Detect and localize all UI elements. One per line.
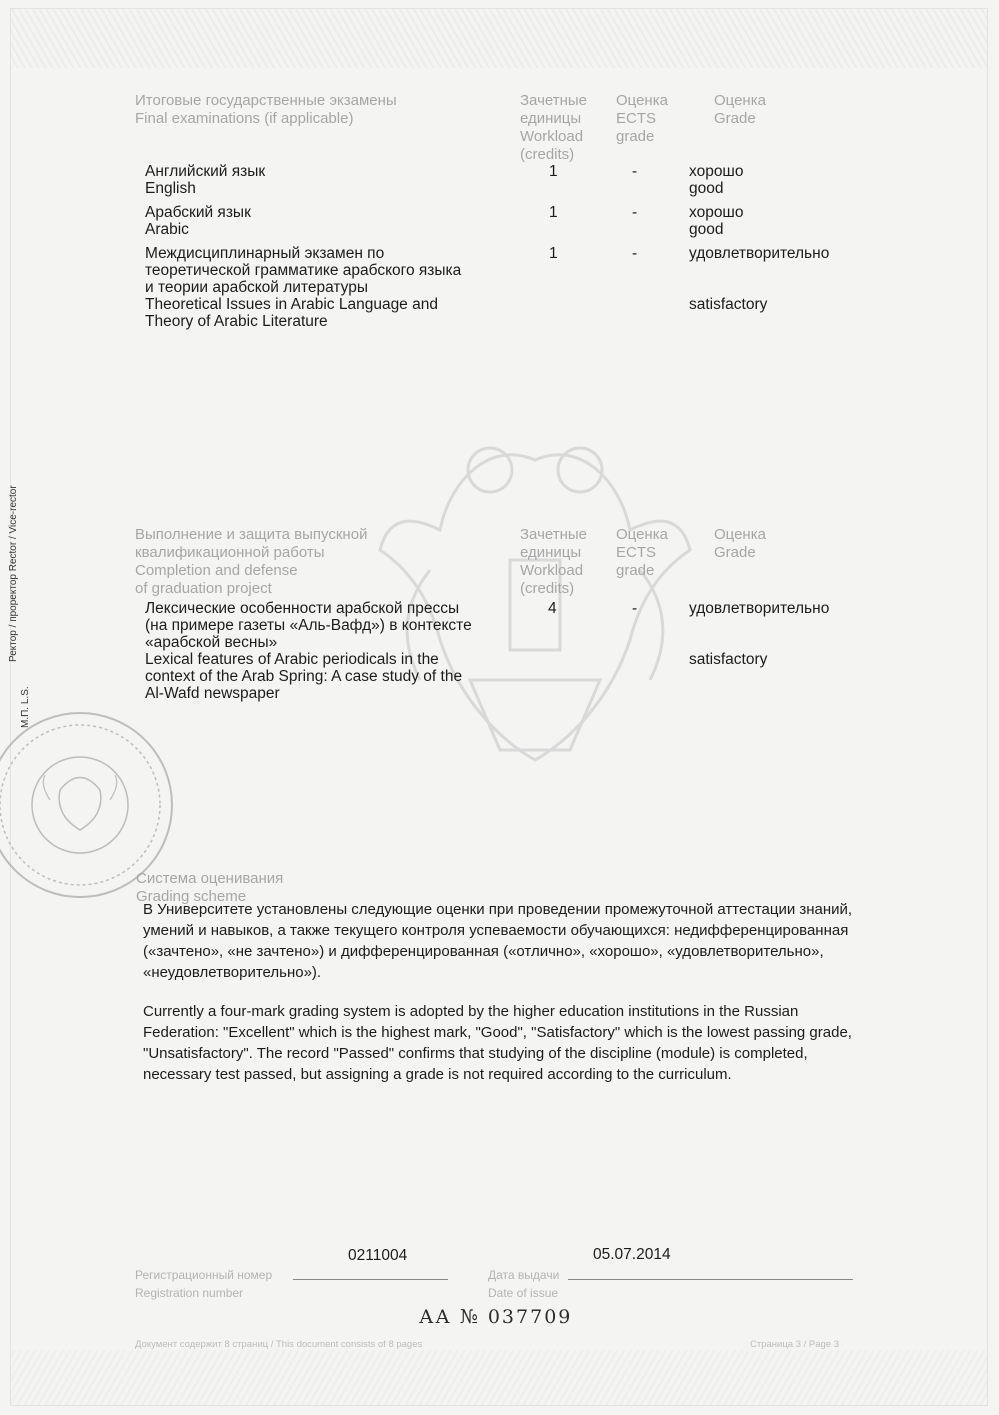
exam-row-arabic-grade: хорошо good [689,204,744,238]
exam-row-arabic-name: Арабский язык Arabic [145,204,251,238]
exam-row-interdisciplinary-ects: - [632,245,638,262]
graduation-credits: 4 [548,600,557,617]
graduation-topic-ru: Лексические особенности арабской прессы (на примере газеты «Аль-Вафд») в контексте «арабской весны» [145,600,472,651]
graduation-col-grade: Оценка Grade [714,526,766,561]
exam-row-arabic-ects: - [632,204,638,221]
exam-row-arabic-credits: 1 [549,204,558,221]
registration-number-label-en: Registration number [135,1286,244,1300]
final-exams-title-ru: Итоговые государственные экзамены [135,92,397,109]
registration-number-underline [293,1279,448,1280]
grading-paragraph-ru: В Университете установлены следующие оценки при проведении промежуточной аттестации знаний, умений и навыков, а также текущего контроля успеваемости обучающихся: недифференцированная («зачтено», «не зачтено») и дифференцированная («отлично», «хорошо», «удовлетворительно», «неудовлетворительно»). [143,901,853,981]
exam-row-english-credits: 1 [549,163,558,180]
registration-number-label-ru: Регистрационный номер [135,1268,273,1282]
exam-row-interdisciplinary-credits: 1 [549,245,558,262]
graduation-title: Выполнение и защита выпускной квалификационной работы Completion and defense of graduation project [135,526,368,597]
ls-label: М.П. L.S. [20,686,31,728]
final-exams-col-credits: Зачетные единицы Workload (credits) [520,92,588,163]
graduation-grade-ru: удовлетворительно [689,600,830,617]
issue-date-underline [568,1279,853,1280]
final-exams-title-en: Final examinations (if applicable) [135,110,354,127]
grading-paragraph-en: Currently a four-mark grading system is adopted by the higher education institutions in the Russian Federation: "Excellent" which is the highest mark, "Good", "Satisfactory" which is the lowest passing grade, "Unsatisfactory". The record "Passed" confirms that studying of the discipline (module) is completed, necessary test passed, but assigning a grade is not required according to the curriculum. [143,1003,852,1083]
page-number: Страница 3 / Page 3 [750,1339,840,1350]
graduation-grade-en: satisfactory [689,651,768,668]
issue-date-value: 05.07.2014 [593,1246,671,1263]
exam-row-english-grade: хорошо good [689,163,744,197]
exam-row-interdisciplinary-grade-en: satisfactory [689,296,768,313]
graduation-col-credits: Зачетные единицы Workload (credits) [520,526,588,597]
registration-number-value: 0211004 [348,1247,408,1264]
grading-title-en: Grading scheme [136,888,247,905]
issue-date-label-en: Date of issue [488,1286,559,1300]
final-exams-col-ects: Оценка ECTS grade [616,92,668,145]
graduation-ects: - [632,600,638,617]
grading-title-ru: Система оценивания [136,870,284,887]
rector-signature-label: Ректор / проректор Rector / Vice-rector [8,485,19,662]
exam-row-english-name: Английский язык English [145,163,266,197]
exam-row-english-ects: - [632,163,638,180]
graduation-topic-en: Lexical features of Arabic periodicals in the context of the Arab Spring: A case study of the Al-Wafd newspaper [145,651,463,702]
document-serial-number: АА № 037709 [419,1306,573,1328]
issue-date-label-ru: Дата выдачи [488,1268,560,1282]
exam-row-interdisciplinary-grade-ru: удовлетворительно [689,245,830,262]
exam-row-interdisciplinary-name: Междисциплинарный экзамен по теоретической грамматике арабского языка и теории арабской литературы Theoretical Issues in Arabic Language and Theory of Arabic Literature [145,245,462,330]
final-exams-col-grade: Оценка Grade [714,92,766,127]
page-count-note: Документ содержит 8 страниц / This document consists of 8 pages [135,1339,423,1350]
graduation-col-ects: Оценка ECTS grade [616,526,668,579]
